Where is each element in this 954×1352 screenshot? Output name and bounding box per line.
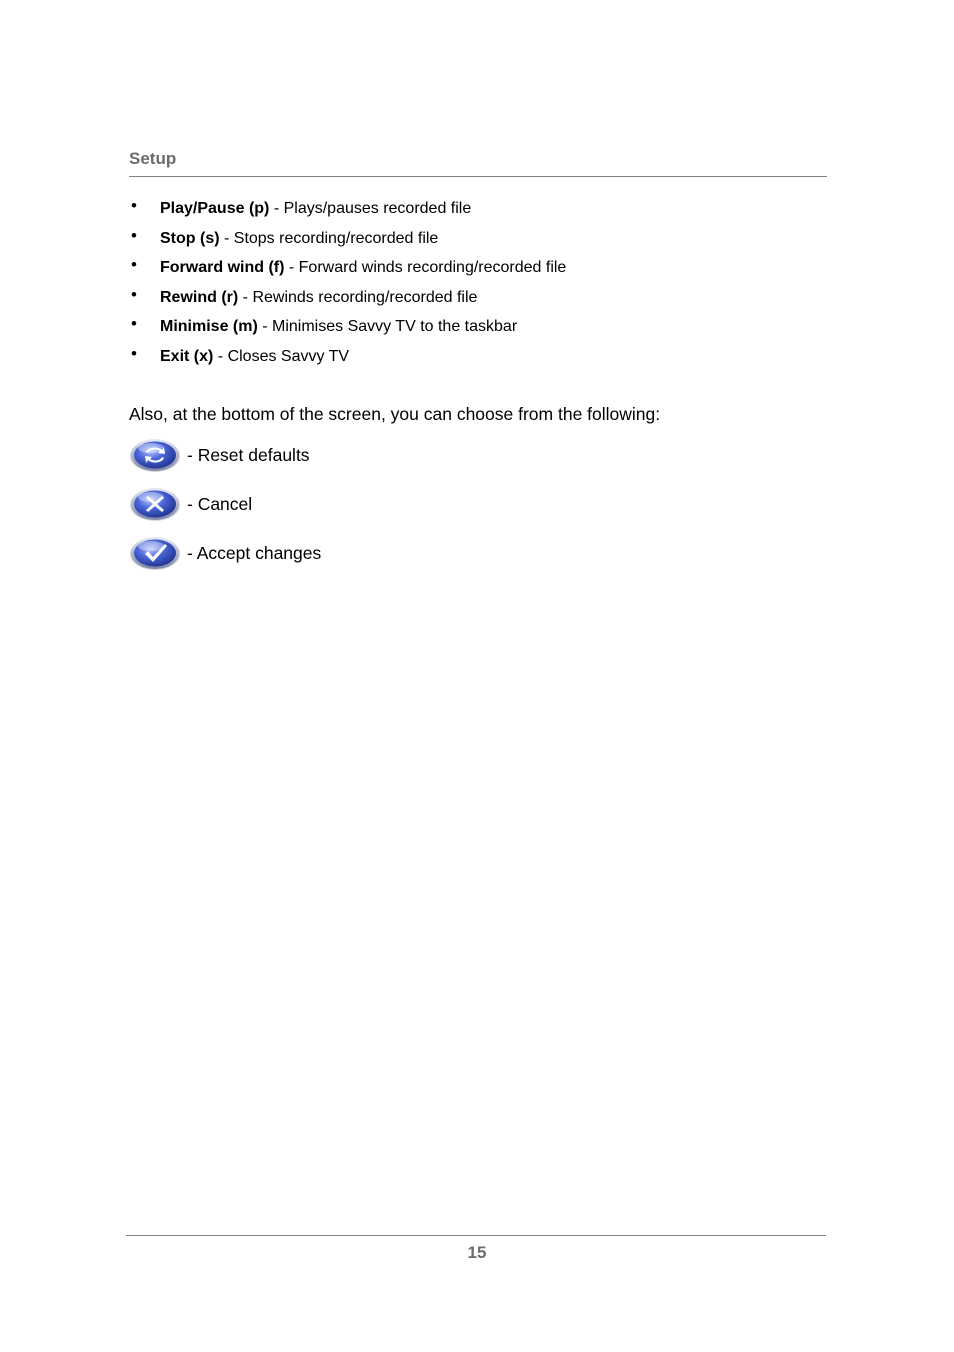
shortcut-description: - Closes Savvy TV xyxy=(213,347,350,365)
bullet-icon: • xyxy=(131,255,137,275)
footer-divider xyxy=(126,1235,826,1236)
page-section-title: Setup xyxy=(129,149,177,168)
bullet-icon: • xyxy=(131,343,137,363)
accept-changes-row xyxy=(129,533,321,573)
intro-paragraph: Also, at the bottom of the screen, you can choose from the following: xyxy=(129,404,661,424)
shortcut-term: Stop (s) xyxy=(160,229,220,247)
reset-defaults-row xyxy=(129,435,310,475)
shortcut-term: Exit (x) xyxy=(160,347,214,365)
list-item xyxy=(129,315,827,345)
accept-icon xyxy=(129,535,181,571)
cancel-icon xyxy=(129,486,181,522)
list-item xyxy=(129,197,827,227)
shortcut-description: - Stops recording/recorded file xyxy=(219,229,439,247)
shortcut-description: - Plays/pauses recorded file xyxy=(269,200,472,217)
shortcut-description: - Forward winds recording/recorded file xyxy=(284,259,567,277)
accept-changes-label: - Accept changes xyxy=(187,543,322,563)
reset-defaults-label: - Reset defaults xyxy=(187,445,310,465)
shortcut-description: - Minimises Savvy TV to the taskbar xyxy=(257,318,518,336)
shortcut-term: Forward wind (f) xyxy=(160,259,285,277)
list-item xyxy=(129,227,827,257)
shortcut-term: Rewind (r) xyxy=(160,288,239,306)
cancel-label: - Cancel xyxy=(187,494,253,514)
bullet-icon: • xyxy=(131,284,137,304)
cancel-row xyxy=(129,484,252,524)
shortcut-term: Play/Pause (p) xyxy=(160,200,270,217)
page-number: 15 xyxy=(467,1243,487,1262)
list-item xyxy=(129,286,827,316)
bullet-icon: • xyxy=(131,314,137,334)
header-divider xyxy=(129,176,827,177)
reset-icon xyxy=(129,437,181,473)
shortcut-list xyxy=(129,197,827,375)
shortcut-term: Minimise (m) xyxy=(160,318,258,336)
bullet-icon: • xyxy=(131,225,137,245)
bullet-icon: • xyxy=(131,196,137,215)
list-item xyxy=(129,345,827,375)
shortcut-description: - Rewinds recording/recorded file xyxy=(238,288,478,306)
list-item xyxy=(129,256,827,286)
